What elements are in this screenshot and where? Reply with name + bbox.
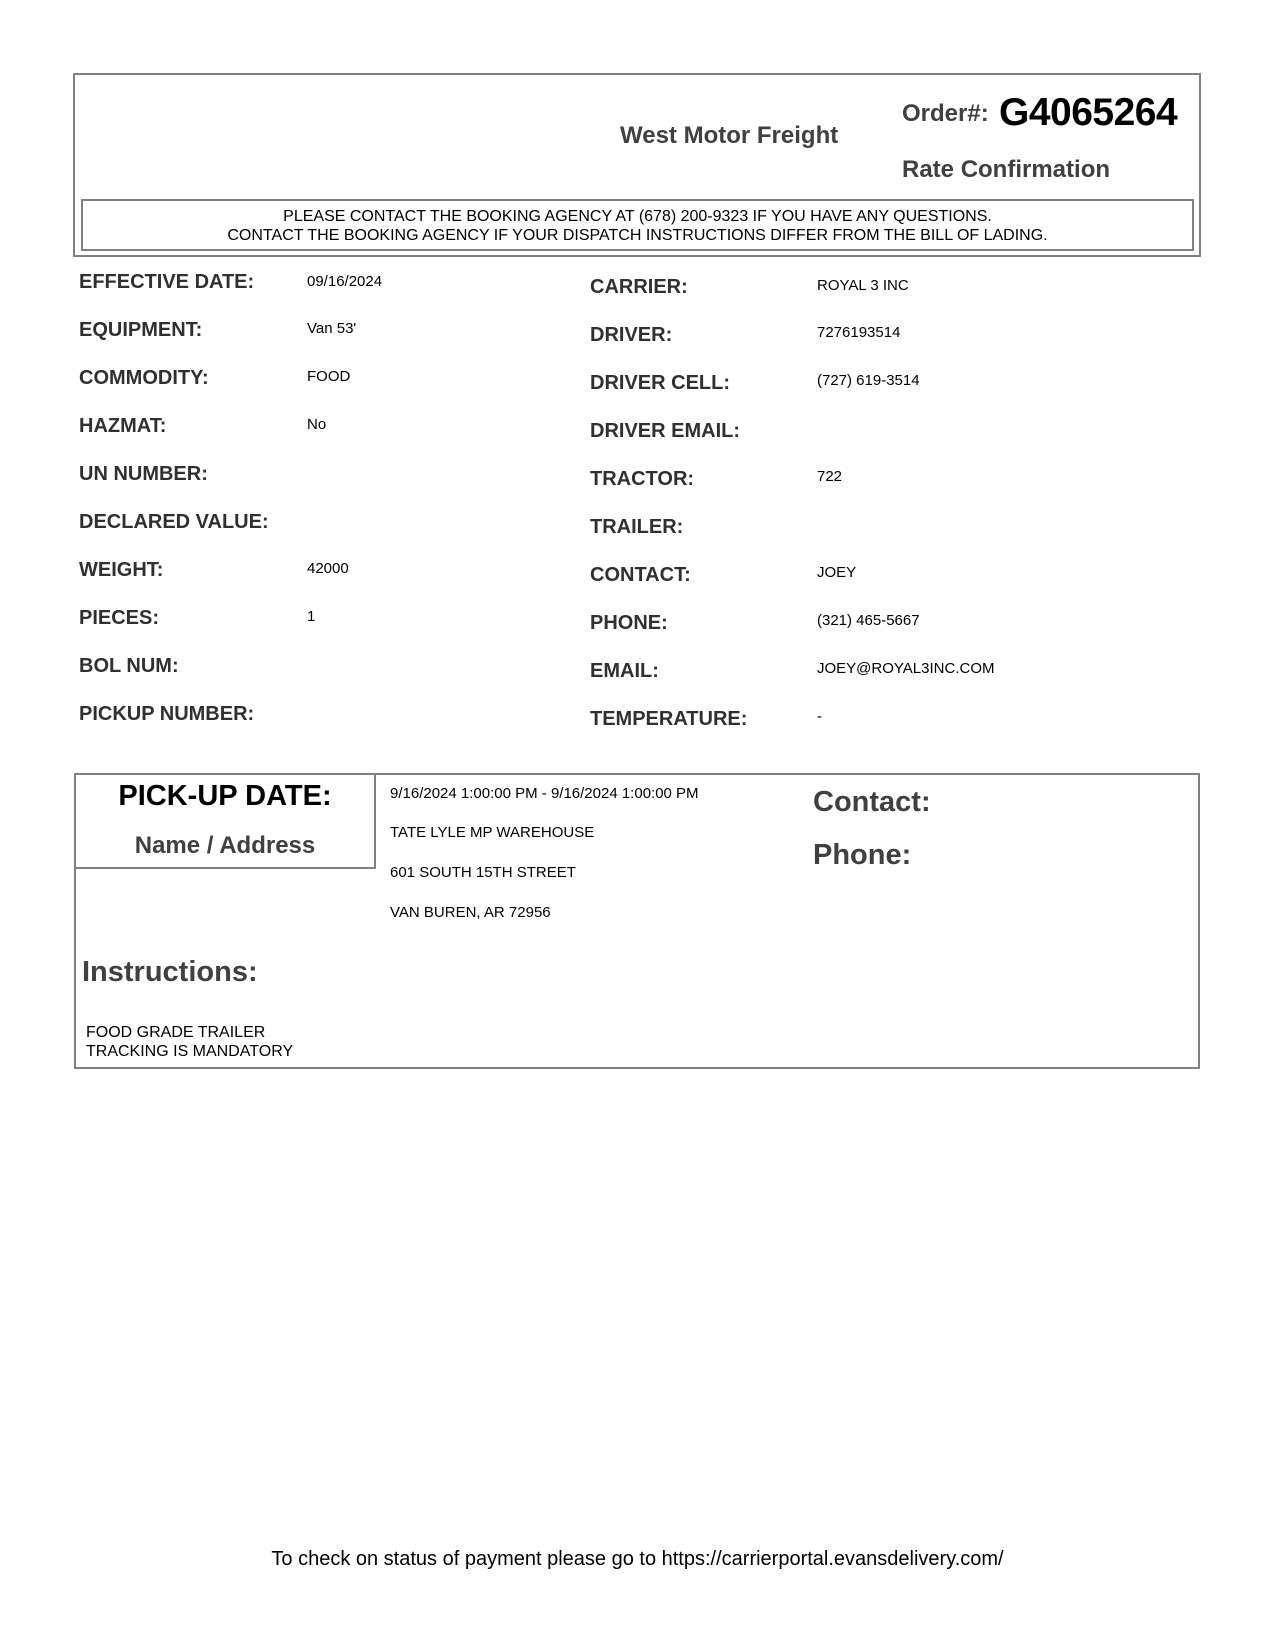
payment-status-footer: To check on status of payment please go to https://carrierportal.evansdelivery.com/ xyxy=(271,1548,1004,1570)
order-number: G4065264 xyxy=(999,91,1178,134)
pickup-location-name: TATE LYLE MP WAREHOUSE xyxy=(390,824,595,841)
driver-cell-label: DRIVER CELL: xyxy=(590,372,730,394)
pickup-city: VAN BUREN, AR 72956 xyxy=(390,904,551,921)
phone-value: (321) 465-5667 xyxy=(817,612,920,629)
declared-value-label: DECLARED VALUE: xyxy=(79,511,269,533)
name-address-label: Name / Address xyxy=(134,832,316,859)
contact-label: CONTACT: xyxy=(590,564,691,586)
equipment-label: EQUIPMENT: xyxy=(79,319,203,341)
temperature-value: - xyxy=(817,708,822,725)
pieces-value: 1 xyxy=(307,608,316,625)
email-label: EMAIL: xyxy=(590,660,659,682)
commodity-label: COMMODITY: xyxy=(79,367,209,389)
instructions-line-2: TRACKING IS MANDATORY xyxy=(86,1043,294,1060)
instructions-label: Instructions: xyxy=(82,956,258,988)
notice-box xyxy=(81,199,1194,251)
pickup-date-range: 9/16/2024 1:00:00 PM - 9/16/2024 1:00:00 PM xyxy=(390,785,699,802)
contact-value: JOEY xyxy=(817,564,857,581)
effective-date-label: EFFECTIVE DATE: xyxy=(79,271,255,293)
effective-date-value: 09/16/2024 xyxy=(307,273,383,290)
equipment-value: Van 53' xyxy=(307,320,357,337)
email-value: JOEY@ROYAL3INC.COM xyxy=(817,660,995,677)
driver-label: DRIVER: xyxy=(590,324,673,346)
carrier-label: CARRIER: xyxy=(590,276,688,298)
phone-label: PHONE: xyxy=(590,612,668,634)
document-title: Rate Confirmation xyxy=(902,156,1111,183)
notice-line-2: CONTACT THE BOOKING AGENCY IF YOUR DISPATCH INSTRUCTIONS DIFFER FROM THE BILL OF LADING. xyxy=(227,227,1048,244)
instructions-text xyxy=(86,1023,293,1061)
trailer-label: TRAILER: xyxy=(590,516,684,538)
order-label: Order#: xyxy=(902,100,989,127)
weight-label: WEIGHT: xyxy=(79,559,164,581)
pickup-date-label: PICK-UP DATE: xyxy=(118,780,332,812)
driver-cell-value: (727) 619-3514 xyxy=(817,372,920,389)
commodity-value: FOOD xyxy=(307,368,351,385)
temperature-label: TEMPERATURE: xyxy=(590,708,748,730)
tractor-value: 722 xyxy=(817,468,843,485)
pickup-street: 601 SOUTH 15TH STREET xyxy=(390,864,576,881)
tractor-label: TRACTOR: xyxy=(590,468,695,490)
driver-email-label: DRIVER EMAIL: xyxy=(590,420,740,442)
instructions-line-1: FOOD GRADE TRAILER xyxy=(86,1024,266,1041)
pickup-phone-label: Phone: xyxy=(813,839,912,871)
pieces-label: PIECES: xyxy=(79,607,160,629)
pickup-contact-label: Contact: xyxy=(813,786,931,818)
hazmat-label: HAZMAT: xyxy=(79,415,167,437)
hazmat-value: No xyxy=(307,416,327,433)
pickup-number-label: PICKUP NUMBER: xyxy=(79,703,255,725)
driver-value: 7276193514 xyxy=(817,324,901,341)
company-name: West Motor Freight xyxy=(620,122,839,149)
un-number-label: UN NUMBER: xyxy=(79,463,208,485)
weight-value: 42000 xyxy=(307,560,349,577)
carrier-value: ROYAL 3 INC xyxy=(817,277,909,294)
notice-line-1: PLEASE CONTACT THE BOOKING AGENCY AT (678) 200-9323 IF YOU HAVE ANY QUESTIONS. xyxy=(283,208,992,225)
bol-num-label: BOL NUM: xyxy=(79,655,179,677)
